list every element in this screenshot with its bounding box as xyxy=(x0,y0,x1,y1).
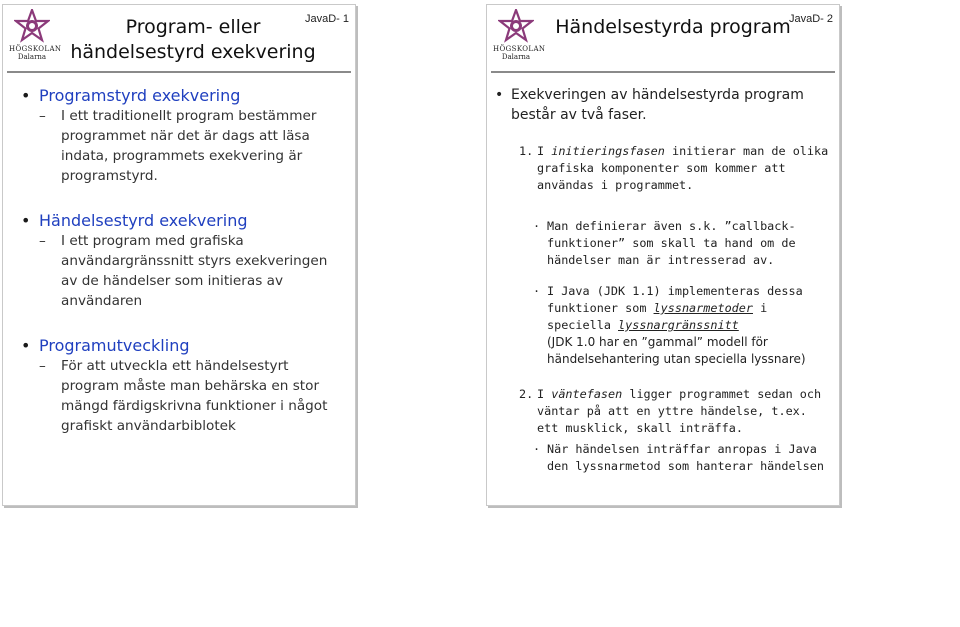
numbered-item xyxy=(519,386,831,437)
sub-text: i speciella xyxy=(547,301,768,332)
logo-text: HÖGSKOLAN xyxy=(9,45,62,53)
numbered-item xyxy=(519,143,831,194)
slide-number: JavaD- 1 xyxy=(304,13,349,25)
sub-item xyxy=(39,231,347,311)
term-text: lyssnarmetoder xyxy=(653,301,753,315)
bullet-item xyxy=(21,210,347,231)
slide-title: Program- eller händelsestyrd exekvering xyxy=(70,16,316,63)
item-text: I xyxy=(537,144,552,158)
bullet-item xyxy=(21,335,347,356)
item-text: ligger programmet sedan och väntar på att en yttre händelse, t.ex. ett musklick, skall inträffa. xyxy=(537,387,822,435)
dash-icon: · xyxy=(533,284,541,298)
logo-subtext: Dalarna xyxy=(17,53,47,61)
term-text: lyssnargränssnitt xyxy=(618,318,739,332)
slide-header xyxy=(487,5,839,71)
star-logo-icon xyxy=(498,9,534,45)
university-logo xyxy=(9,9,62,61)
star-logo-icon xyxy=(14,9,50,45)
university-logo xyxy=(493,9,546,61)
bullet-heading: Händelsestyrd exekvering xyxy=(39,211,248,230)
dash-icon: – xyxy=(39,108,46,124)
bullet-item xyxy=(21,85,347,106)
bullet-icon: • xyxy=(21,86,31,105)
sub-text: I ett traditionellt program bestämmer programmet när det är dags att läsa indata, programmets exekvering är programstyrd. xyxy=(61,108,317,184)
dash-icon: – xyxy=(39,233,46,249)
term-text: initieringsfasen xyxy=(551,144,665,158)
sub-item xyxy=(39,106,347,186)
lead-text: Exekveringen av händelsestyrda program består av två faser. xyxy=(511,87,804,123)
item-number: 1. xyxy=(519,144,534,158)
slide-header xyxy=(3,5,355,71)
slide-1 xyxy=(2,4,356,506)
bullet-heading: Programstyrd exekvering xyxy=(39,86,241,105)
logo-subtext: Dalarna xyxy=(501,53,531,61)
dash-icon: · xyxy=(533,442,541,456)
slide-2 xyxy=(486,4,840,506)
sub-text: I ett program med grafiska användargränssnitt styrs exekveringen av de händelser som initieras av användaren xyxy=(61,233,328,309)
dash-icon: – xyxy=(39,358,46,374)
note-text: (JDK 1.0 har en ”gammal” modell för händelsehantering utan speciella lyssnare) xyxy=(547,335,806,366)
bullet-icon: • xyxy=(21,336,31,355)
slide-body xyxy=(17,85,347,436)
item-text: initierar man de olika grafiska komponenter som kommer att användas i programmet. xyxy=(537,144,829,192)
bullet-icon: • xyxy=(495,87,504,103)
item-text: I xyxy=(537,387,552,401)
item-number: 2. xyxy=(519,387,534,401)
sub-text: Man definierar även s.k. ”callback-funktioner” som skall ta hand om de händelser man är intresserad av. xyxy=(547,219,796,267)
header-divider xyxy=(491,71,835,73)
bullet-item xyxy=(495,85,831,125)
sub-item xyxy=(39,356,347,436)
slide-title: Händelsestyrda program xyxy=(555,16,791,38)
slide-number: JavaD- 2 xyxy=(788,13,833,25)
sub-text: När händelsen inträffar anropas i Java den lyssnarmetod som hanterar händelsen xyxy=(547,442,824,473)
sub-item xyxy=(533,283,831,368)
logo-text: HÖGSKOLAN xyxy=(493,45,546,53)
header-divider xyxy=(7,71,351,73)
sub-item xyxy=(533,441,831,475)
bullet-heading: Programutveckling xyxy=(39,336,190,355)
sub-text: För att utveckla ett händelsestyrt program måste man behärska en stor mängd färdigskrivna funktioner i något grafiskt användarbiblotek xyxy=(61,358,328,434)
slide-body xyxy=(495,85,831,475)
dash-icon: · xyxy=(533,219,541,233)
bullet-icon: • xyxy=(21,211,31,230)
sub-item xyxy=(533,218,831,269)
term-text: väntefasen xyxy=(551,387,623,401)
sub-text: I Java (JDK 1.1) implementeras dessa funktioner som xyxy=(547,284,803,315)
